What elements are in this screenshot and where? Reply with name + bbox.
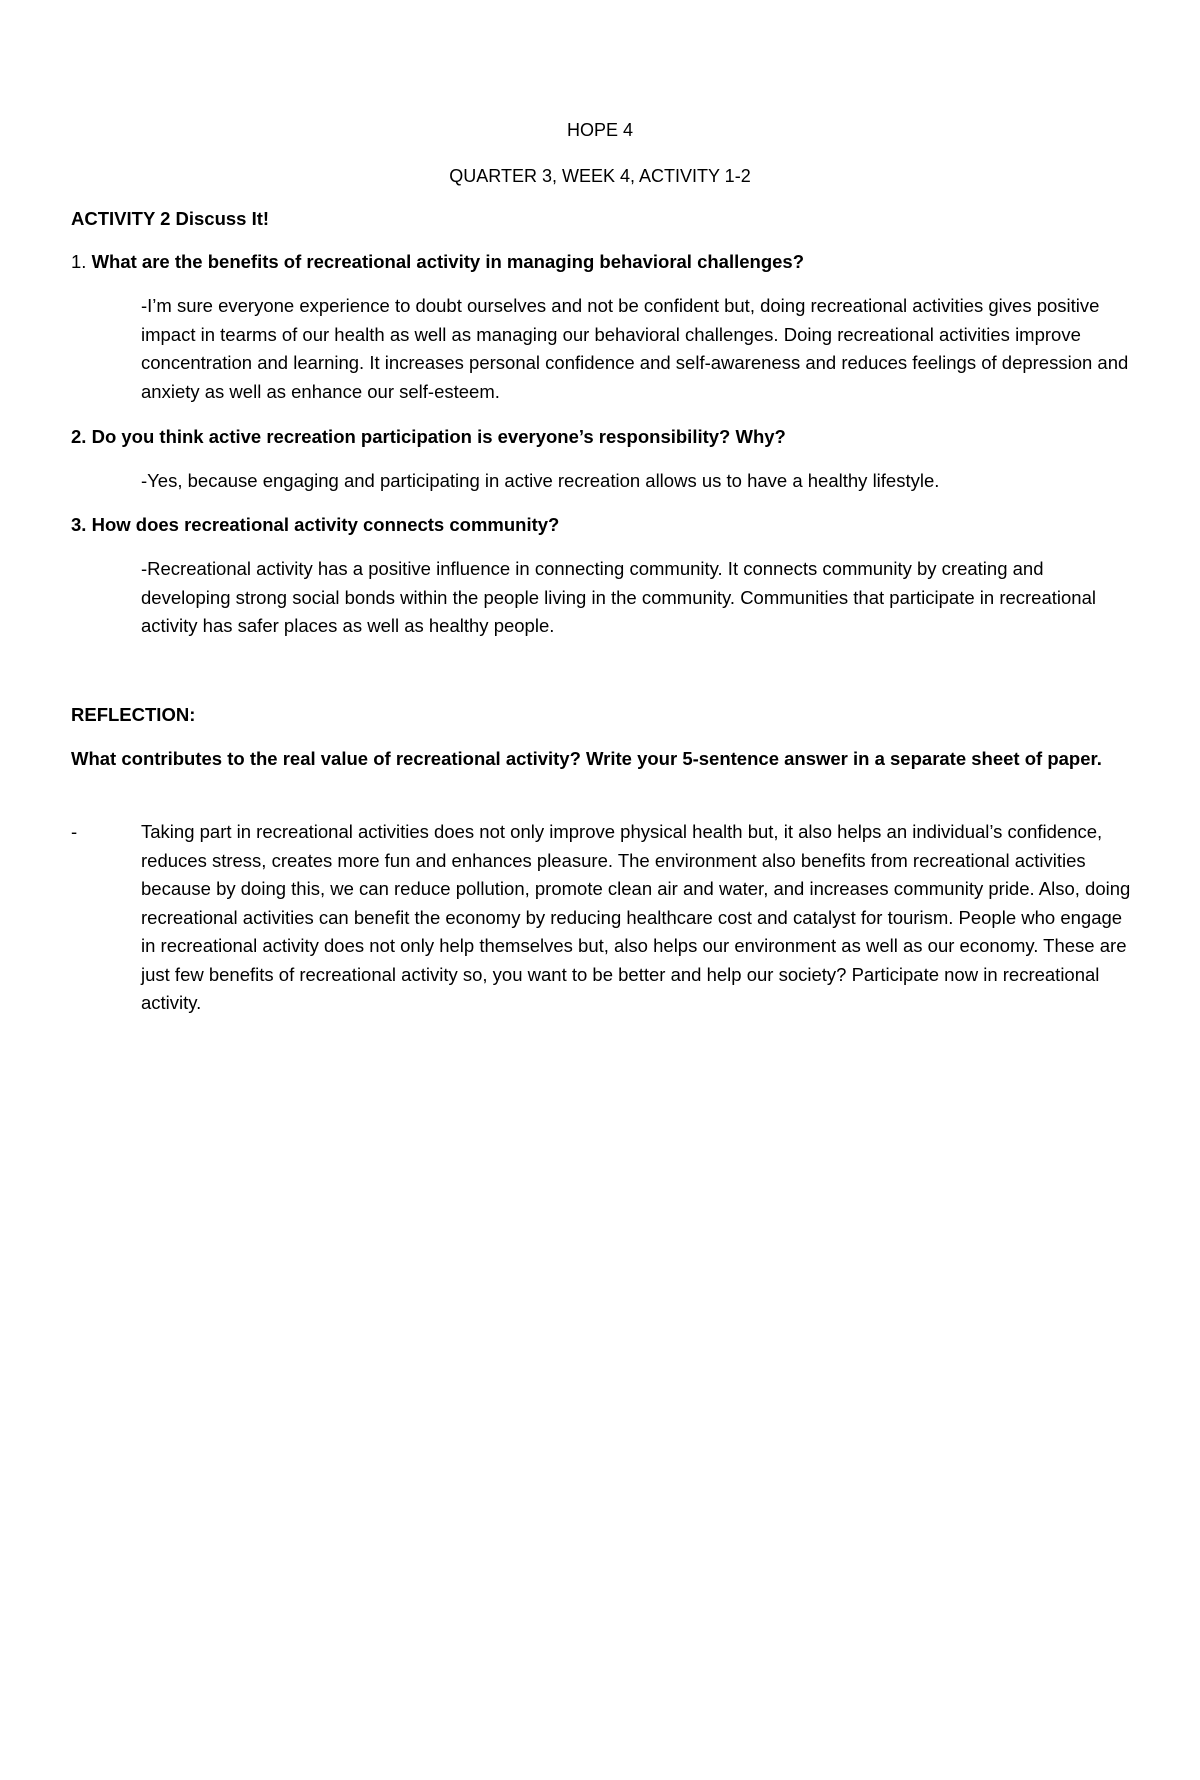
- question-3-text: How does recreational activity connects community?: [91, 514, 560, 535]
- reflection-answer: Taking part in recreational activities does not only improve physical health but, it also helps an individual’s confidence, reduces stress, creates more fun and enhances pleasure. The environment also benefits from recreational activities because by doing this, we can reduce pollution, promote clean air and water, and increases community pride. Also, doing recreational activities can benefit the economy by reducing healthcare cost and catalyst for tourism. People who engage in recreational activity does not only help themselves but, also helps our environment as well as our economy. These are just few benefits of recreational activity so, you want to be better and help our society? Participate now in recreational activity.: [141, 821, 1131, 1013]
- question-3-number: 3.: [71, 514, 87, 535]
- answer-3: -Recreational activity has a positive influence in connecting community. It connects community by creating and developing strong social bonds within the people living in the community. Communities that participate in recreational activity has safer places as well as healthy people.: [141, 558, 1096, 636]
- answer-2: -Yes, because engaging and participating in active recreation allows us to have a healthy lifestyle.: [141, 470, 940, 491]
- answer-1: -I’m sure everyone experience to doubt ourselves and not be confident but, doing recreational activities gives positive impact in tearms of our health as well as managing our behavioral challenges. Doing recreational activities improve concentration and learning. It increases personal confidence and self-awareness and reduces feelings of depression and anxiety as well as enhance our self-esteem.: [141, 295, 1129, 402]
- activity-title: ACTIVITY 2 Discuss It!: [71, 208, 270, 229]
- reflection-prompt: What contributes to the real value of recreational activity? Write your 5-sentence answer in a separate sheet of paper.: [71, 748, 1102, 769]
- reflection-bullet-dash: -: [71, 821, 78, 842]
- reflection-title: REFLECTION:: [71, 704, 196, 725]
- question-1-text: What are the benefits of recreational activity in managing behavioral challenges?: [91, 251, 805, 272]
- question-1: [71, 248, 1131, 277]
- question-2: [71, 423, 1131, 452]
- question-2-text: Do you think active recreation participation is everyone’s responsibility? Why?: [91, 426, 786, 447]
- course-title: HOPE 4: [566, 120, 634, 140]
- question-1-number: 1.: [71, 251, 87, 272]
- question-2-number: 2.: [71, 426, 87, 447]
- activity-subtitle: QUARTER 3, WEEK 4, ACTIVITY 1-2: [449, 166, 751, 186]
- question-3: [71, 511, 1131, 540]
